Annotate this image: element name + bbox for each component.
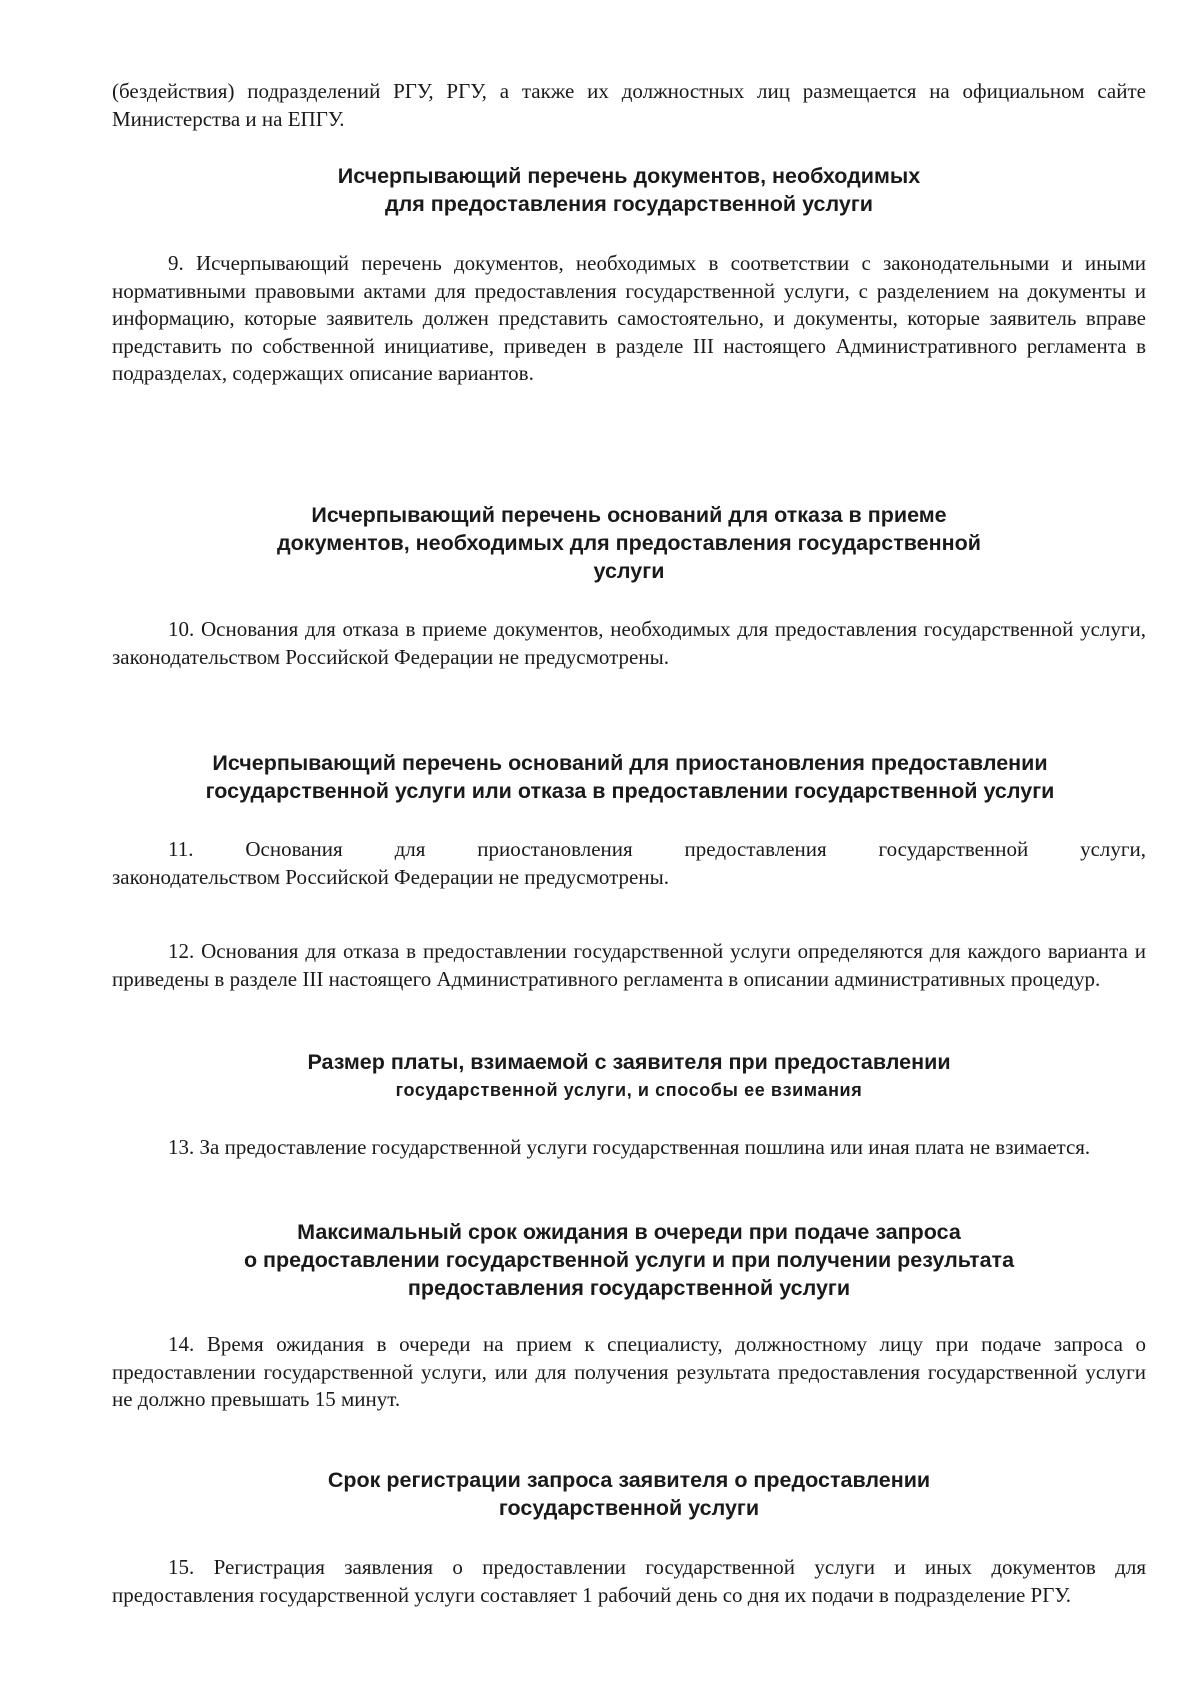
- paragraph-10-block: [112, 616, 1146, 671]
- p11-word: для: [394, 837, 426, 861]
- p11-word: услуги,: [1080, 837, 1146, 861]
- paragraph-15: 15. Регистрация заявления о предоставлении государственной услуги и иных документов для предоставления государственной услуги составляет 1 рабочий день со дня их подачи в подразделение РГУ.: [112, 1555, 1146, 1607]
- paragraph-11-rest: законодательством Российской Федерации не предусмотрены.: [112, 864, 669, 889]
- heading-refusal-acceptance: [112, 501, 1146, 585]
- heading-line: Исчерпывающий перечень оснований для приостановления предоставлении: [212, 751, 1048, 775]
- heading-line: государственной услуги, и способы ее взимания: [395, 1080, 863, 1100]
- heading-line: для предоставления государственной услуги: [384, 192, 874, 216]
- heading-line: документов, необходимых для предоставления государственной: [277, 531, 981, 555]
- paragraph-15-block: [112, 1554, 1146, 1609]
- heading-registration: [112, 1466, 1146, 1522]
- paragraph-12-block: [112, 938, 1146, 993]
- paragraph-11-block: [112, 836, 1146, 891]
- heading-line: о предоставлении государственной услуги и при получении результата: [243, 1248, 1015, 1272]
- heading-line: предоставления государственной услуги: [407, 1276, 851, 1300]
- heading-line: Исчерпывающий перечень оснований для отказа в приеме: [311, 503, 947, 527]
- heading-line: Размер платы, взимаемой с заявителя при предоставлении: [307, 1050, 951, 1074]
- heading-documents: [112, 162, 1146, 218]
- heading-line: государственной услуги или отказа в предоставлении государственной услуги: [205, 779, 1055, 803]
- heading-line: государственной услуги: [498, 1496, 760, 1520]
- paragraph-14-block: [112, 1331, 1146, 1414]
- paragraph-9: 9. Исчерпывающий перечень документов, необходимых в соответствии с законодательными и иными нормативными правовыми актами для предоставления государственной услуги, с разделением на документы и информацию, которые заявитель должен представить самостоятельно, и документы, которые заявитель вправе представить по собственной инициативе, приведен в разделе III настоящего Административного регламента в подразделах, содержащих описание вариантов.: [112, 251, 1146, 385]
- heading-line: Максимальный срок ожидания в очереди при подаче запроса: [297, 1220, 961, 1244]
- heading-line: услуги: [593, 559, 665, 583]
- paragraph-9-block: [112, 250, 1146, 388]
- paragraph-13-block: [112, 1134, 1146, 1162]
- paragraph-13: 13. За предоставление государственной услуги государственная пошлина или иная плата не взимается.: [168, 1135, 1091, 1159]
- heading-line: Срок регистрации запроса заявителя о предоставлении: [327, 1468, 931, 1492]
- heading-line: Исчерпывающий перечень документов, необходимых: [337, 164, 921, 188]
- p11-word: приостановления: [477, 837, 633, 861]
- heading-fee: [112, 1048, 1146, 1104]
- paragraph-14: 14. Время ожидания в очереди на прием к специалисту, должностному лицу при подаче запроса о предоставлении государственной услуги, или для получения результата предоставления государственной услуги не должно превышать 15 минут.: [112, 1332, 1146, 1411]
- intro-paragraph: [112, 78, 1146, 133]
- paragraph-11-first-line: [112, 836, 1146, 864]
- heading-queue: [112, 1218, 1146, 1302]
- paragraph-12: 12. Основания для отказа в предоставлении государственной услуги определяются для каждого варианта и приведены в разделе III настоящего Административного регламента в описании административных процедур.: [112, 939, 1146, 991]
- p11-word: 11.: [168, 837, 194, 861]
- p11-word: государственной: [878, 837, 1029, 861]
- heading-suspension: [100, 749, 1160, 805]
- paragraph-intro: (бездействия) подразделений РГУ, РГУ, а также их должностных лиц размещается на официальном сайте Министерства и на ЕПГУ.: [112, 79, 1146, 131]
- p11-word: Основания: [245, 837, 343, 861]
- paragraph-10: 10. Основания для отказа в приеме документов, необходимых для предоставления государственной услуги, законодательством Российской Федерации не предусмотрены.: [112, 617, 1146, 669]
- p11-word: предоставления: [684, 837, 827, 861]
